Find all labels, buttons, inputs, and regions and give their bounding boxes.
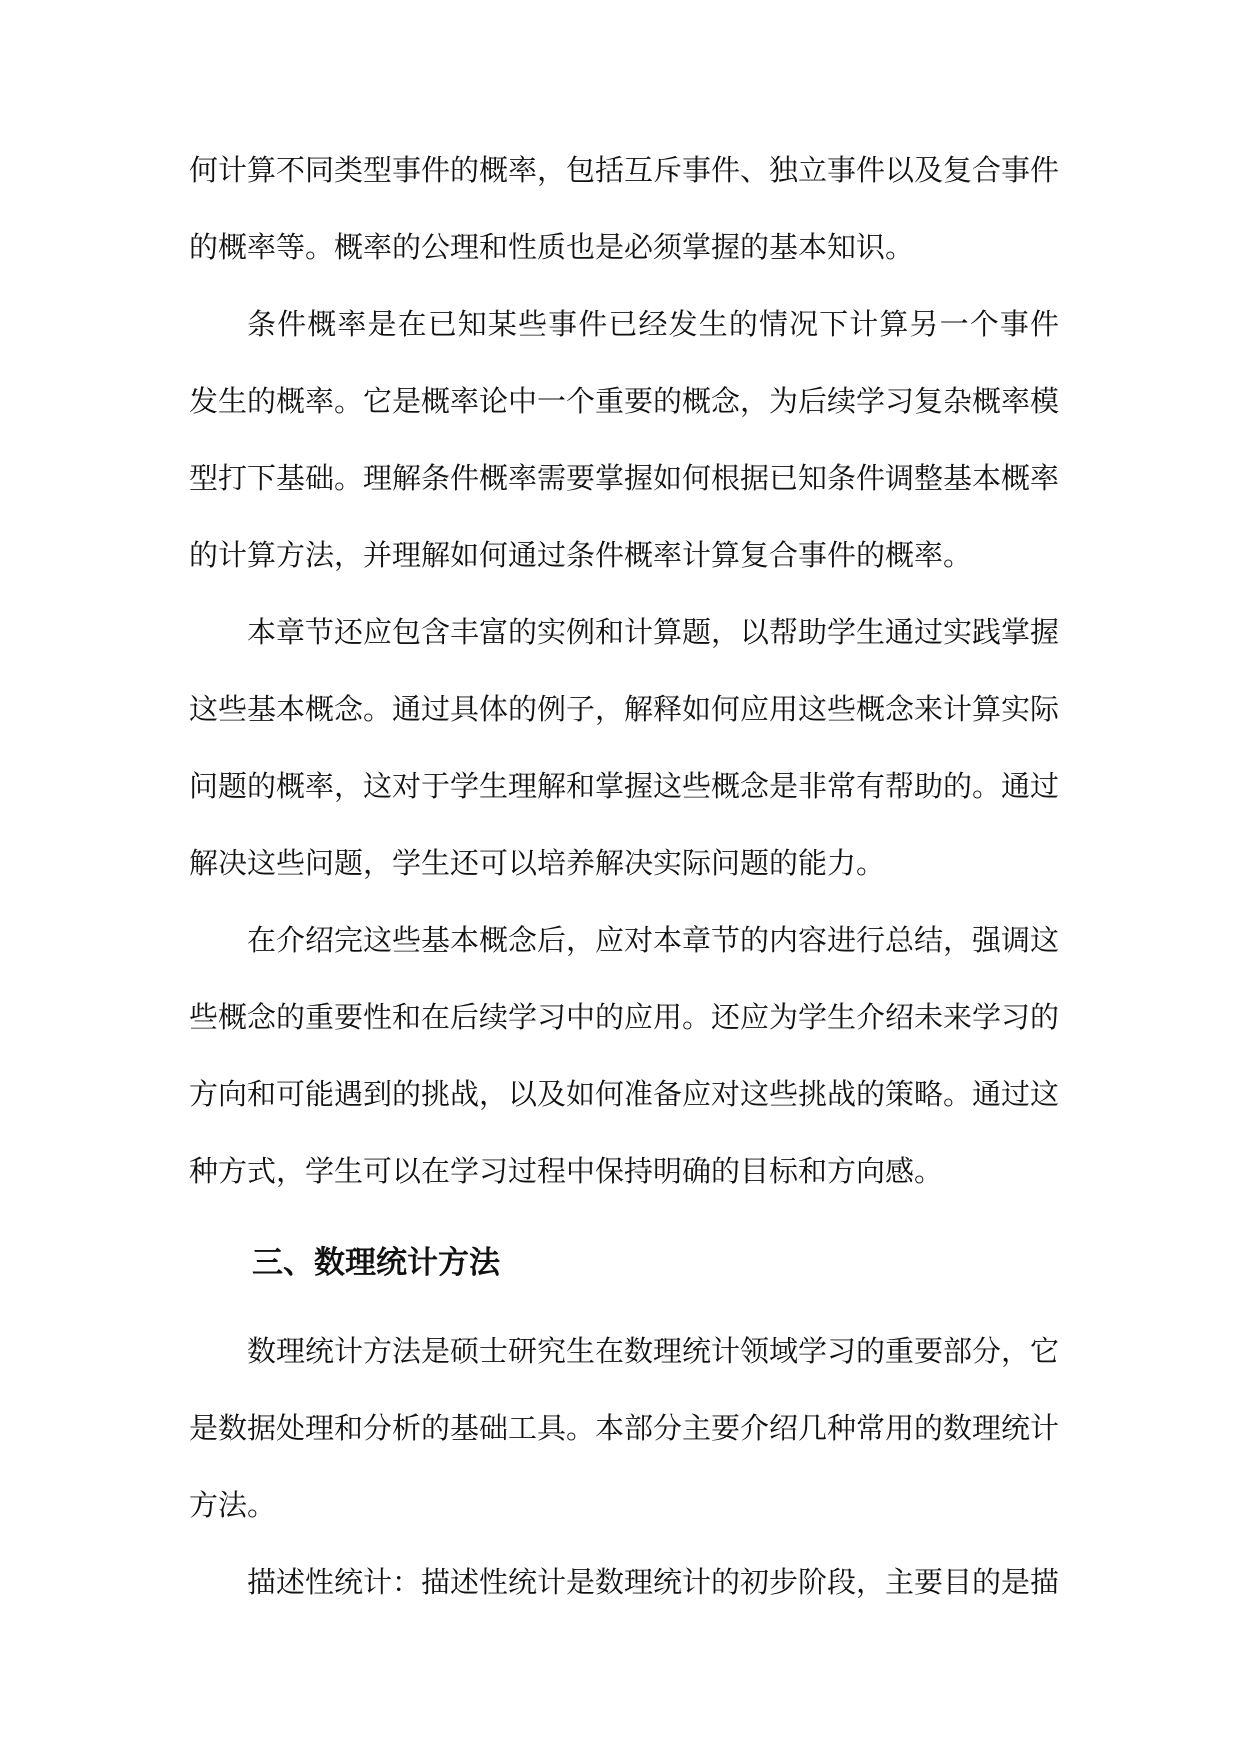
body-text-line: 方向和可能遇到的挑战，以及如何准备应对这些挑战的策略。通过这	[189, 1077, 1060, 1111]
paragraph-first-line: 在介绍完这些基本概念后，应对本章节的内容进行总结，强调这	[247, 923, 1060, 957]
body-text-line: 是数据处理和分析的基础工具。本部分主要介绍几种常用的数理统计	[189, 1411, 1060, 1445]
body-text-line: 种方式，学生可以在学习过程中保持明确的目标和方向感。	[189, 1154, 944, 1188]
body-text-line: 解决这些问题，学生还可以培养解决实际问题的能力。	[189, 846, 886, 880]
body-text-line: 何计算不同类型事件的概率，包括互斥事件、独立事件以及复合事件	[189, 153, 1060, 187]
paragraph-first-line: 本章节还应包含丰富的实例和计算题，以帮助学生通过实践掌握	[247, 615, 1060, 649]
body-text-line: 型打下基础。理解条件概率需要掌握如何根据已知条件调整基本概率	[189, 461, 1060, 495]
body-text-line: 些概念的重要性和在后续学习中的应用。还应为学生介绍未来学习的	[189, 1000, 1060, 1034]
body-text-line: 的概率等。概率的公理和性质也是必须掌握的基本知识。	[189, 230, 915, 264]
paragraph-first-line: 描述性统计：描述性统计是数理统计的初步阶段，主要目的是描	[247, 1565, 1060, 1599]
paragraph-first-line: 条件概率是在已知某些事件已经发生的情况下计算另一个事件	[247, 307, 1059, 341]
paragraph-first-line: 数理统计方法是硕士研究生在数理统计领域学习的重要部分，它	[247, 1334, 1060, 1368]
body-text-line: 这些基本概念。通过具体的例子，解释如何应用这些概念来计算实际	[189, 692, 1060, 726]
body-text-line: 的计算方法，并理解如何通过条件概率计算复合事件的概率。	[189, 538, 973, 572]
section-heading: 三、数理统计方法	[252, 1245, 500, 1281]
body-text-line: 方法。	[189, 1488, 277, 1522]
body-text-line: 发生的概率。它是概率论中一个重要的概念，为后续学习复杂概率模	[189, 384, 1060, 418]
body-text-line: 问题的概率，这对于学生理解和掌握这些概念是非常有帮助的。通过	[189, 769, 1060, 803]
